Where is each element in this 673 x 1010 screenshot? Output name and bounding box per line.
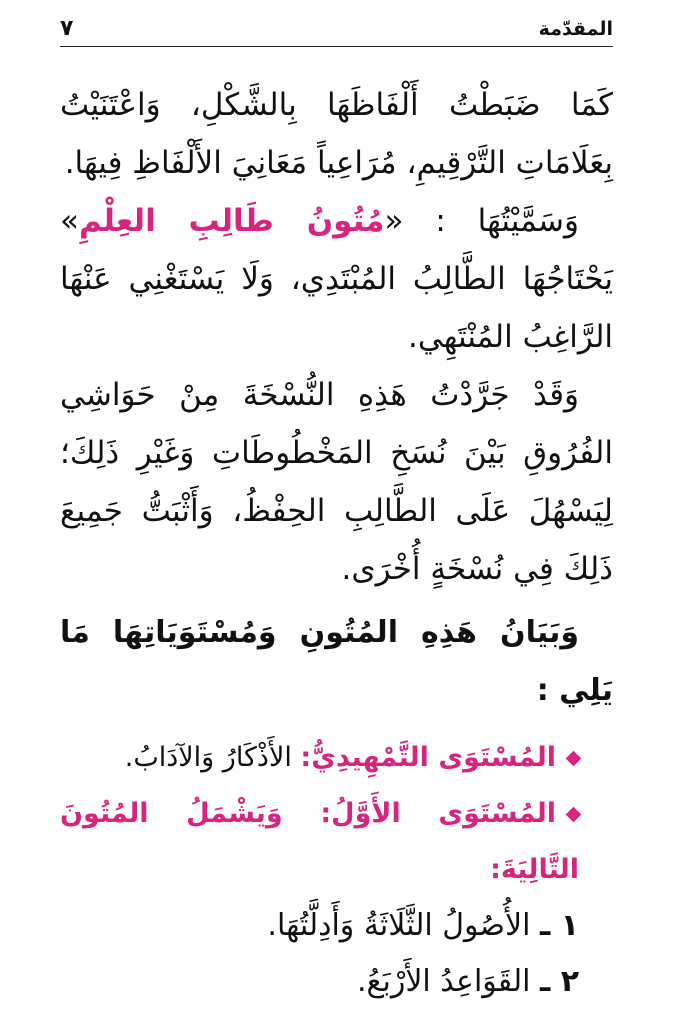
paragraph-diacritics: [60, 76, 613, 192]
running-title: المقدّمة: [538, 18, 613, 40]
diamond-bullet-icon: [566, 751, 582, 767]
level-label: المُسْتَوَى الأَوَّلُ:: [320, 798, 556, 829]
list-text: الأُصُولُ الثَّلَاثَةُ وَأَدِلَّتُهَا.: [267, 908, 531, 943]
page-header: [60, 18, 613, 47]
level-item-preparatory: [60, 730, 613, 786]
list-text: القَوَاعِدُ الأَرْبَعُ.: [356, 964, 531, 999]
level-text: الأَذْكَارُ وَالآدَابُ.: [124, 742, 301, 773]
page-body: [60, 76, 613, 1010]
list-number: ٢ ـ: [539, 964, 579, 999]
levels-intro: وَبَيَانُ هَذِهِ المُتُونِ وَمُسْتَوَيَاتِهَا مَا يَلِي :: [60, 615, 613, 708]
paragraph-text: كَمَا ضَبَطْتُ أَلْفَاظَهَا بِالشَّكْلِ، وَاعْتَنَيْتُ بِعَلَامَاتِ التَّرْقِيمِ، مُرَاعِياً مَعَانِيَ الأَلْفَاظِ فِيهَا.: [60, 87, 613, 181]
list-item: [60, 898, 613, 954]
paragraph-text-before: وَسَمَّيْتُهَا : «: [384, 203, 579, 239]
list-number: ١ ـ: [539, 908, 579, 943]
level-text: وَيَشْمَلُ المُتُونَ التَّالِيَةَ:: [60, 798, 579, 885]
list-item: [60, 954, 613, 1010]
book-title-highlight: مُتُونُ طَالِبِ العِلْمِ: [78, 203, 385, 239]
paragraph-text-after: » يَحْتَاجُهَا الطَّالِبُ المُبْتَدِي، وَلَا يَسْتَغْنِي عَنْهَا الرَّاغِبُ المُنْتَهِي.: [60, 203, 613, 355]
paragraph-edition-note: [60, 366, 613, 598]
paragraph-text: وَقَدْ جَرَّدْتُ هَذِهِ النُّسْخَةَ مِنْ حَوَاشِي الفُرُوقِ بَيْنَ نُسَخِ المَخْطُوطَاتِ وَغَيْرِ ذَلِكَ؛ لِيَسْهُلَ عَلَى الطَّالِبِ الحِفْظُ، وَأَثْبَتُّ جَمِيعَ ذَلِكَ فِي نُسْخَةٍ أُخْرَى.: [60, 377, 613, 587]
level-label: المُسْتَوَى التَّمْهِيدِيُّ:: [300, 742, 556, 773]
page-number: ٧: [60, 16, 74, 41]
level-item-first: [60, 786, 613, 898]
paragraph-book-title: [60, 192, 613, 366]
diamond-bullet-icon: [566, 807, 582, 823]
